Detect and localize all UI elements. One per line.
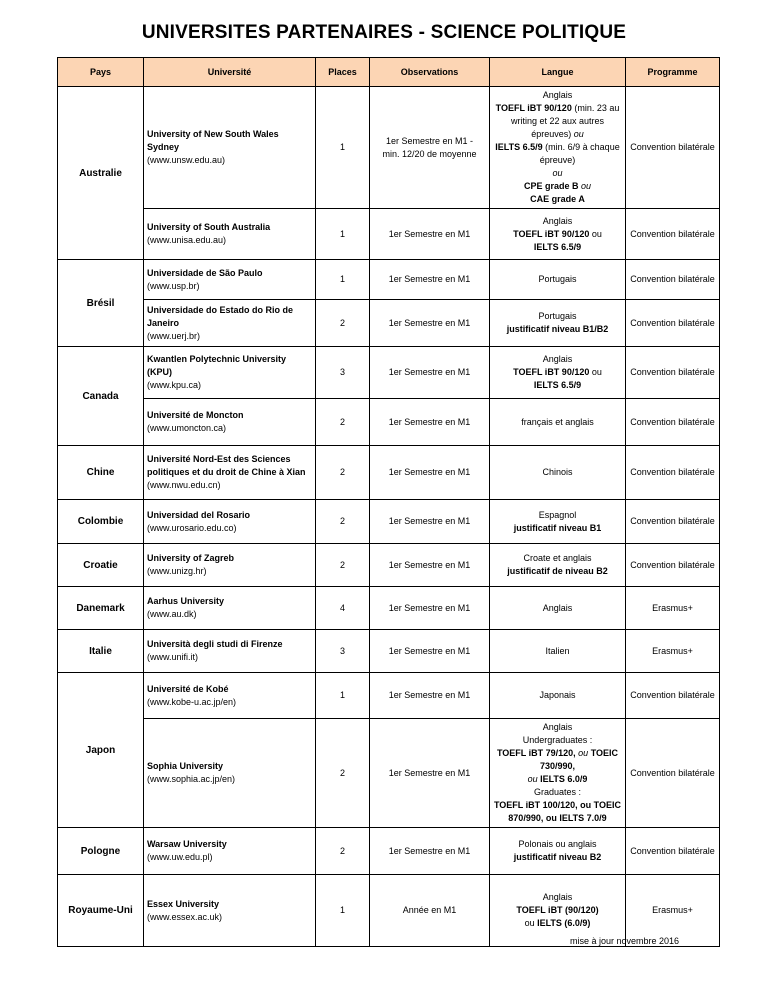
university-cell (144, 587, 316, 630)
observations-cell: 1er Semestre en M1 (370, 719, 490, 828)
language-or: ou (552, 168, 563, 178)
language-test: justificatif niveau B2 (513, 852, 602, 862)
language-line: Anglais (542, 892, 573, 902)
university-url: (www.essex.ac.uk) (147, 911, 223, 922)
table-row (58, 673, 720, 719)
university-name: Universidade do Estado do Rio de Janeiro (147, 304, 294, 328)
observations-cell: 1er Semestre en M1 (370, 399, 490, 446)
language-cell (490, 630, 626, 673)
places-cell: 1 (316, 260, 370, 300)
language-cell (490, 446, 626, 500)
language-or: ou (575, 748, 591, 758)
programme-cell: Convention bilatérale (626, 673, 720, 719)
observations-cell: 1er Semestre en M1 (370, 544, 490, 587)
country-cell: Colombie (58, 500, 144, 544)
language-test: IELTS 6.5/9 (533, 380, 582, 390)
university-url: (www.umoncton.ca) (147, 423, 227, 433)
university-url: (www.urosario.edu.co) (147, 522, 237, 533)
language-or: ou (524, 918, 538, 928)
observations-line: 1er Semestre en M1 - (385, 135, 474, 146)
language-cell (490, 544, 626, 587)
language-line: Anglais (542, 602, 573, 613)
table-row (58, 544, 720, 587)
university-cell (144, 544, 316, 587)
university-cell (144, 87, 316, 209)
observations-cell: 1er Semestre en M1 (370, 300, 490, 347)
language-test: justificatif de niveau B2 (507, 566, 608, 576)
university-url: (www.nwu.edu.cn) (147, 480, 221, 490)
programme-cell: Convention bilatérale (626, 347, 720, 399)
language-test: justificatif niveau B1/B2 (506, 324, 609, 334)
language-line: Chinois (542, 467, 573, 477)
language-line: Italien (545, 645, 570, 656)
language-line: Espagnol (538, 509, 577, 520)
table-row (58, 260, 720, 300)
table-row (58, 300, 720, 347)
programme-cell: Convention bilatérale (626, 87, 720, 209)
university-cell (144, 630, 316, 673)
language-line: Anglais (542, 90, 573, 100)
language-line: Portugais (538, 274, 577, 284)
observations-cell (370, 87, 490, 209)
observations-cell: 1er Semestre en M1 (370, 828, 490, 875)
university-url: (www.kpu.ca) (147, 380, 202, 390)
places-cell: 1 (316, 875, 370, 947)
country-cell: Croatie (58, 544, 144, 587)
language-test: TOEIC 730/990, (539, 748, 619, 771)
language-test: TOEFL iBT 79/120, (496, 748, 576, 758)
table-row (58, 587, 720, 630)
programme-cell: Convention bilatérale (626, 500, 720, 544)
university-url: (www.uerj.br) (147, 330, 201, 341)
column-header-pays: Pays (58, 58, 144, 87)
language-or: ou (589, 367, 602, 377)
country-cell: Australie (58, 87, 144, 260)
university-url: (www.unizg.hr) (147, 566, 207, 576)
university-name: Aarhus University (147, 596, 225, 606)
places-cell: 2 (316, 828, 370, 875)
university-name: University of South Australia (147, 222, 271, 232)
language-cell (490, 587, 626, 630)
university-name: Warsaw University (147, 839, 227, 849)
language-or: ou (573, 129, 584, 139)
university-url: (www.uw.edu.pl) (147, 852, 213, 862)
places-cell: 2 (316, 399, 370, 446)
university-name: Kwantlen Polytechnic University (KPU) (147, 354, 287, 377)
university-cell (144, 347, 316, 399)
country-cell: Brésil (58, 260, 144, 347)
programme-cell: Erasmus+ (626, 875, 720, 947)
table-row (58, 719, 720, 828)
table-header-row (58, 58, 720, 87)
observations-cell: 1er Semestre en M1 (370, 587, 490, 630)
language-line: Japonais (539, 690, 576, 700)
language-line: Graduates : (533, 787, 582, 797)
table-row (58, 828, 720, 875)
programme-cell: Convention bilatérale (626, 209, 720, 260)
places-cell: 3 (316, 630, 370, 673)
university-name: Essex University (147, 898, 220, 909)
language-test: TOEFL iBT 90/120 (513, 228, 590, 239)
programme-cell: Convention bilatérale (626, 300, 720, 347)
language-cell (490, 719, 626, 828)
places-cell: 2 (316, 544, 370, 587)
language-line: Portugais (538, 311, 577, 321)
observations-cell: 1er Semestre en M1 (370, 630, 490, 673)
observations-cell: 1er Semestre en M1 (370, 209, 490, 260)
places-cell: 1 (316, 673, 370, 719)
programme-cell: Convention bilatérale (626, 828, 720, 875)
programme-cell: Convention bilatérale (626, 719, 720, 828)
university-cell (144, 399, 316, 446)
language-test: CAE grade A (530, 194, 585, 204)
column-header-langue: Langue (490, 58, 626, 87)
table-row (58, 87, 720, 209)
language-note: (min. 6/9 à chaque épreuve) (539, 142, 620, 165)
observations-cell: 1er Semestre en M1 (370, 260, 490, 300)
programme-cell: Erasmus+ (626, 630, 720, 673)
university-cell (144, 300, 316, 347)
language-test: TOEFL iBT 90/120 (513, 367, 590, 377)
language-cell (490, 300, 626, 347)
places-cell: 3 (316, 347, 370, 399)
places-cell: 2 (316, 446, 370, 500)
programme-cell: Convention bilatérale (626, 446, 720, 500)
column-header-places: Places (316, 58, 370, 87)
table-row (58, 347, 720, 399)
language-test: IELTS 6.0/9 (540, 774, 588, 784)
university-name: University of New South Wales Sydney (147, 129, 279, 152)
language-line: Undergraduates : (522, 735, 593, 745)
country-cell: Italie (58, 630, 144, 673)
table-row (58, 630, 720, 673)
observations-cell: 1er Semestre en M1 (370, 446, 490, 500)
university-url: (www.au.dk) (147, 609, 197, 619)
language-line: français et anglais (521, 416, 594, 427)
language-test: IELTS (6.0/9) (537, 918, 591, 928)
language-cell (490, 347, 626, 399)
language-line: Croate et anglais (523, 553, 592, 563)
language-test: justificatif niveau B1 (513, 522, 602, 533)
language-test: TOEFL iBT 100/120, ou TOEIC 870/990, ou IELTS 7.0/9 (493, 800, 622, 823)
university-name: Université de Kobé (147, 683, 229, 694)
language-cell (490, 399, 626, 446)
university-url: (www.sophia.ac.jp/en) (147, 774, 236, 784)
language-or: ou (589, 228, 602, 239)
page-title: UNIVERSITES PARTENAIRES - SCIENCE POLITIQUE (141, 22, 627, 43)
update-date: mise à jour novembre 2016 (570, 936, 680, 946)
university-name: Université de Moncton (147, 410, 244, 420)
language-cell (490, 87, 626, 209)
language-note: (min. 23 au writing et 22 aux autres épreuves) (510, 103, 620, 139)
language-line: Anglais (542, 722, 573, 732)
programme-cell: Convention bilatérale (626, 399, 720, 446)
language-test: IELTS 6.5/9 (533, 241, 582, 252)
column-header-programme: Programme (626, 58, 720, 87)
observations-cell: 1er Semestre en M1 (370, 347, 490, 399)
observations-line: min. 12/20 de moyenne (382, 148, 477, 159)
places-cell: 4 (316, 587, 370, 630)
language-test: IELTS 6.5/9 (495, 142, 543, 152)
places-cell: 2 (316, 500, 370, 544)
language-cell (490, 673, 626, 719)
university-cell (144, 875, 316, 947)
university-cell (144, 500, 316, 544)
table-row (58, 399, 720, 446)
country-cell: Pologne (58, 828, 144, 875)
country-cell: Canada (58, 347, 144, 446)
university-cell (144, 209, 316, 260)
column-header-universite: Université (144, 58, 316, 87)
partner-universities-table (57, 57, 720, 947)
places-cell: 2 (316, 719, 370, 828)
table-row (58, 446, 720, 500)
university-name: Universidade de São Paulo (147, 267, 263, 278)
university-name: Sophia University (147, 761, 224, 771)
university-cell (144, 260, 316, 300)
language-cell (490, 828, 626, 875)
country-cell: Japon (58, 673, 144, 828)
programme-cell: Convention bilatérale (626, 544, 720, 587)
language-cell (490, 260, 626, 300)
places-cell: 1 (316, 209, 370, 260)
observations-cell: Année en M1 (370, 875, 490, 947)
language-or: ou (527, 774, 541, 784)
university-cell (144, 673, 316, 719)
table-row (58, 500, 720, 544)
language-cell (490, 500, 626, 544)
column-header-observations: Observations (370, 58, 490, 87)
university-url: (www.kobe-u.ac.jp/en) (147, 696, 237, 707)
places-cell: 2 (316, 300, 370, 347)
observations-cell: 1er Semestre en M1 (370, 500, 490, 544)
university-url: (www.unsw.edu.au) (147, 155, 226, 165)
table-row (58, 209, 720, 260)
university-cell (144, 446, 316, 500)
university-name: Universidad del Rosario (147, 509, 251, 520)
language-test: CPE grade B (523, 181, 579, 191)
university-name: University of Zagreb (147, 553, 235, 563)
country-cell: Royaume-Uni (58, 875, 144, 947)
observations-cell: 1er Semestre en M1 (370, 673, 490, 719)
language-line: Anglais (542, 215, 573, 226)
university-url: (www.usp.br) (147, 280, 200, 291)
country-cell: Danemark (58, 587, 144, 630)
university-url: (www.unifi.it) (147, 652, 199, 662)
university-name: Università degli studi di Firenze (147, 639, 283, 649)
university-url: (www.unisa.edu.au) (147, 235, 227, 245)
language-line: Anglais (542, 354, 573, 364)
university-name: Université Nord-Est des Sciences politiques et du droit de Chine à Xian (147, 454, 306, 477)
language-line: Polonais ou anglais (518, 839, 597, 849)
language-test: TOEFL iBT (90/120) (516, 905, 599, 915)
university-cell (144, 719, 316, 828)
programme-cell: Convention bilatérale (626, 260, 720, 300)
places-cell: 1 (316, 87, 370, 209)
language-or: ou (578, 181, 592, 191)
university-cell (144, 828, 316, 875)
country-cell: Chine (58, 446, 144, 500)
programme-cell: Erasmus+ (626, 587, 720, 630)
language-cell (490, 209, 626, 260)
language-test: TOEFL iBT 90/120 (495, 103, 572, 113)
